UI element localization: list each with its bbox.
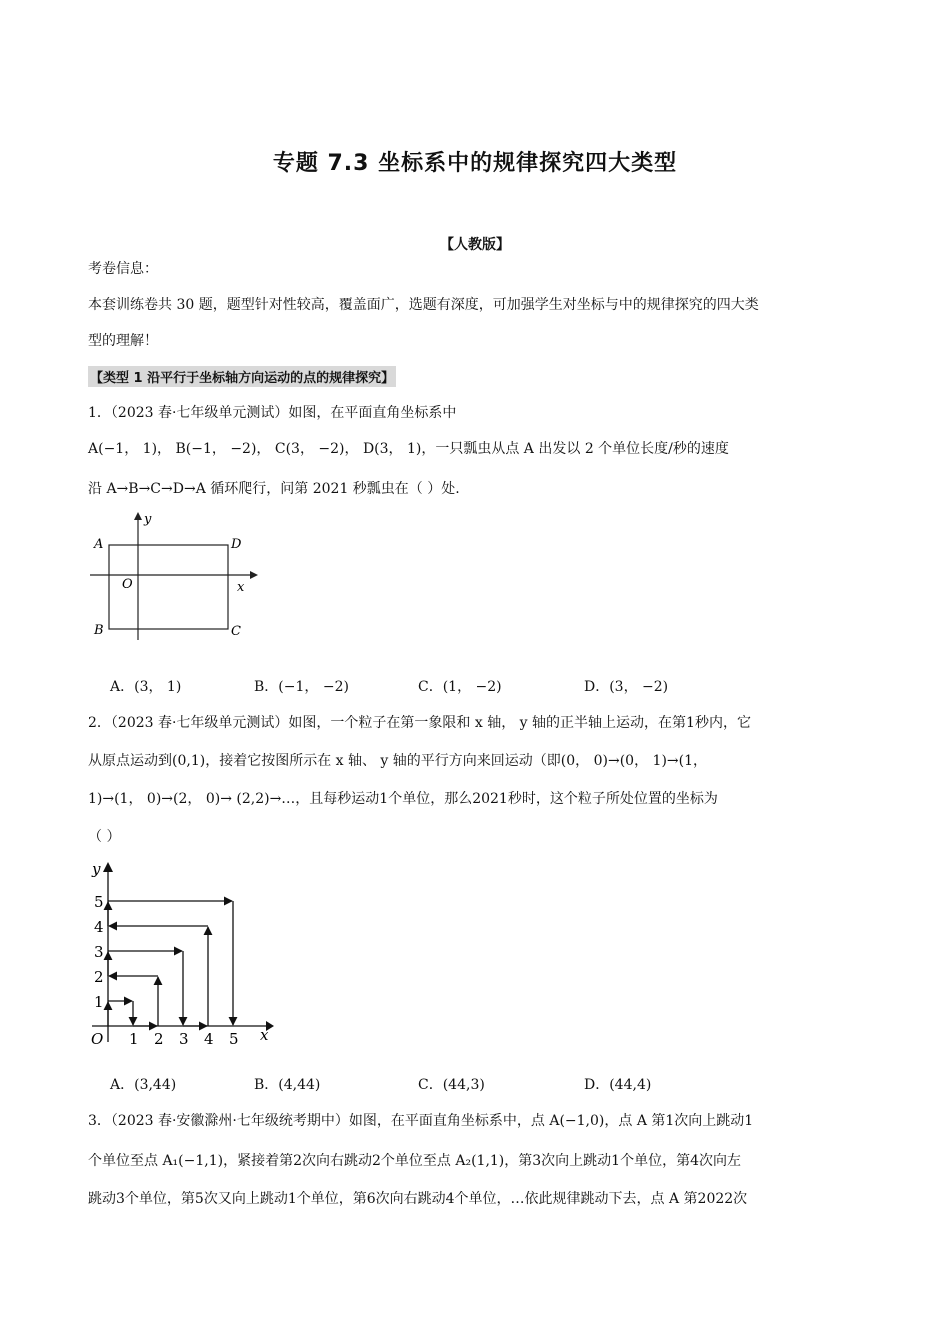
q2-line-3: 1)→(1， 0)→(2， 0)→ (2,2)→…，且每秒运动1个单位，那么2021秒时，这个粒子所处位置的坐标为 <box>88 791 718 807</box>
q2-ytick-1: 1 <box>94 993 104 1011</box>
q1-line-3: 沿 A→B→C→D→A 循环爬行，问第 2021 秒瓢虫在（ ）处. <box>88 481 460 497</box>
type1-header: 【类型 1 沿平行于坐标轴方向运动的点的规律探究】 <box>88 366 396 387</box>
q1-label-c: C <box>231 624 241 639</box>
q1-line-2: A(−1， 1)， B(−1， −2)， C(3， −2)， D(3， 1)，一只瓢虫从点 A 出发以 2 个单位长度/秒的速度 <box>88 441 729 457</box>
q1-option-b[interactable]: B．(−1， −2) <box>254 679 349 695</box>
q2-xtick-1: 1 <box>129 1030 139 1048</box>
q1-line-1: 1．（2023 春·七年级单元测试）如图，在平面直角坐标系中 <box>88 405 457 421</box>
q2-label-o: O <box>91 1030 104 1048</box>
q2-y-arrow <box>103 862 113 872</box>
q2-xtick-5: 5 <box>229 1030 239 1048</box>
q1-x-arrow <box>250 571 258 579</box>
q2-label-y: y <box>92 860 101 878</box>
q1-label-d: D <box>231 537 242 552</box>
q2-option-d[interactable]: D．(44,4) <box>584 1077 652 1093</box>
q2-ytick-4: 4 <box>94 918 104 936</box>
q3-line-1: 3．（2023 春·安徽滁州·七年级统考期中）如图，在平面直角坐标系中，点 A(−1,0)，点 A 第1次向上跳动1 <box>88 1113 754 1129</box>
q1-label-a: A <box>94 537 104 552</box>
q2-label-x: x <box>260 1026 269 1044</box>
q2-ytick-2: 2 <box>94 968 104 986</box>
q1-figure <box>82 508 262 648</box>
q2-line-2: 从原点运动到(0,1)，接着它按图所示在 x 轴、 y 轴的平行方向来回运动（即(0， 0)→(0， 1)→(1， <box>88 753 707 769</box>
info-line-2: 型的理解！ <box>88 333 158 349</box>
q3-line-3: 跳动3个单位，第5次又向上跳动1个单位，第6次向右跳动4个单位，…依此规律跳动下去，点 A 第2022次 <box>88 1191 748 1207</box>
q2-xtick-4: 4 <box>204 1030 214 1048</box>
info-label: 考卷信息： <box>88 261 158 277</box>
q1-option-a[interactable]: A．(3， 1) <box>110 679 182 695</box>
q2-ytick-5: 5 <box>94 893 104 911</box>
edition-label: 【人教版】 <box>440 237 510 253</box>
q2-line-4: （ ） <box>88 829 121 845</box>
q1-option-d[interactable]: D．(3， −2) <box>584 679 669 695</box>
q2-path <box>108 901 233 1026</box>
q2-line-1: 2．（2023 春·七年级单元测试）如图，一个粒子在第一象限和 x 轴， y 轴的正半轴上运动，在第1秒内，它 <box>88 715 751 731</box>
q1-label-o: O <box>122 577 133 592</box>
q2-option-b[interactable]: B．(4,44) <box>254 1077 321 1093</box>
q1-label-y: y <box>144 512 152 527</box>
info-line-1: 本套训练卷共 30 题，题型针对性较高，覆盖面广，选题有深度，可加强学生对坐标与中的规律探究的四大类 <box>88 297 759 313</box>
q2-xtick-2: 2 <box>154 1030 164 1048</box>
q1-option-c[interactable]: C．(1， −2) <box>418 679 502 695</box>
page-title: 专题 7.3 坐标系中的规律探究四大类型 <box>272 151 678 176</box>
q2-ytick-3: 3 <box>94 943 104 961</box>
q1-label-x: x <box>237 580 245 595</box>
q3-line-2: 个单位至点 A₁(−1,1)，紧接着第2次向右跳动2个单位至点 A₂(1,1)，第3次向上跳动1个单位，第4次向左 <box>88 1153 741 1169</box>
q2-figure <box>82 856 282 1052</box>
q2-option-c[interactable]: C．(44,3) <box>418 1077 485 1093</box>
q2-option-a[interactable]: A．(3,44) <box>110 1077 177 1093</box>
q1-y-arrow <box>134 512 142 520</box>
q2-xtick-3: 3 <box>179 1030 189 1048</box>
q1-label-b: B <box>94 623 104 638</box>
